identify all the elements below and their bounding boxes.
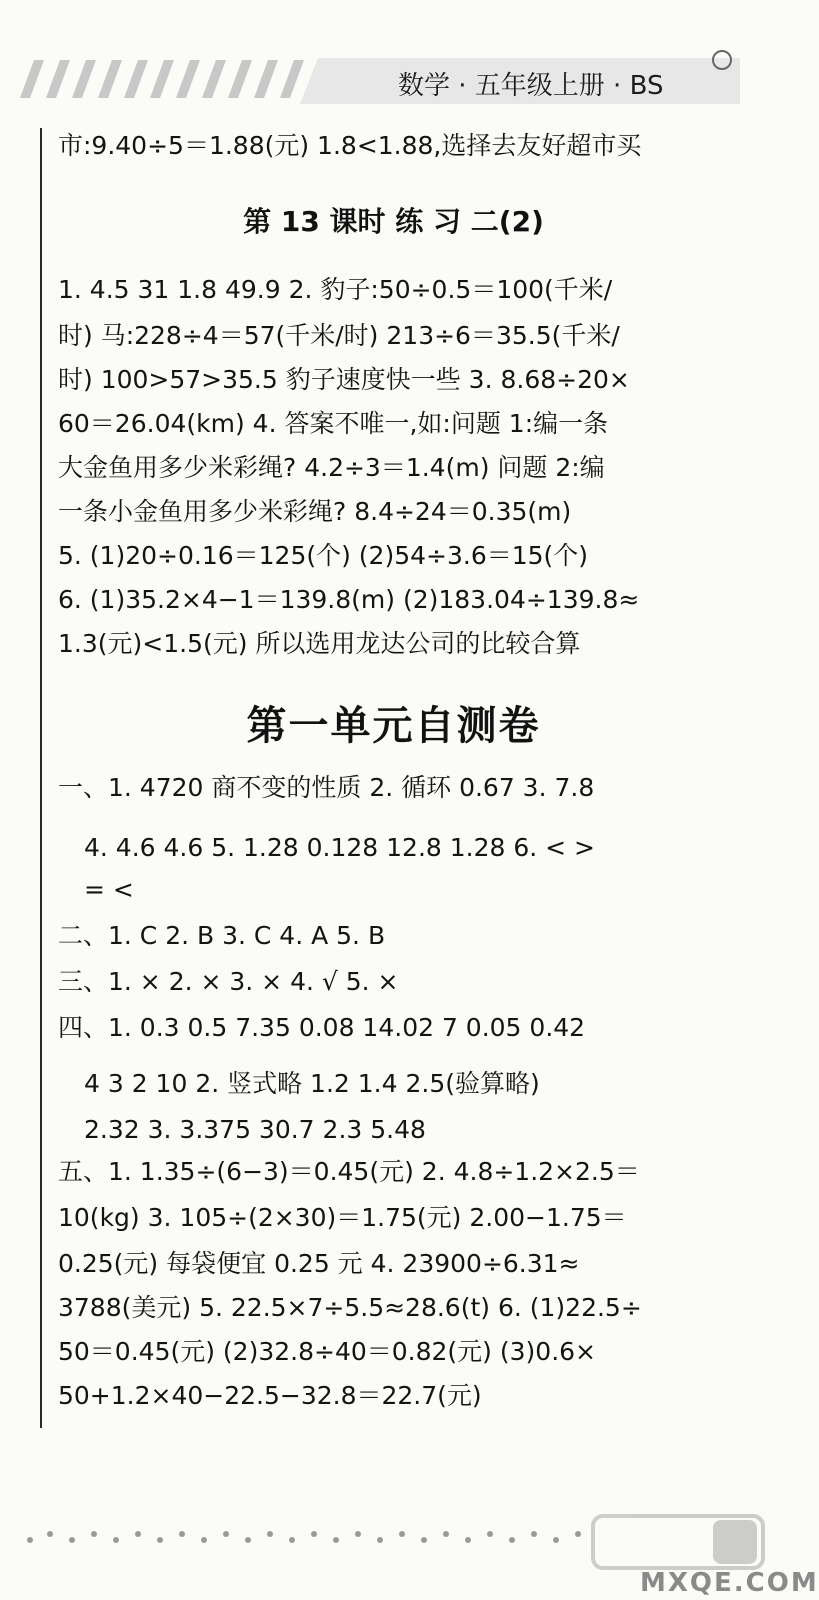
text-line: 四、1. 0.3 0.5 7.35 0.08 14.02 7 0.05 0.42 <box>58 1013 586 1042</box>
text-line: 三、1. × 2. × 3. × 4. √ 5. × <box>58 967 399 996</box>
text-line: 3788(美元) 5. 22.5×7÷5.5≈28.6(t) 6. (1)22.5÷ <box>58 1293 642 1322</box>
text-line: 时) 100>57>35.5 豹子速度快一些 3. 8.68÷20× <box>58 365 630 394</box>
text-line: 6. (1)35.2×4−1＝139.8(m) (2)183.04÷139.8≈ <box>58 585 640 614</box>
text-line: 一条小金鱼用多少米彩绳? 8.4÷24＝0.35(m) <box>58 497 572 526</box>
lesson-title: 第 13 课时 练 习 二(2) <box>243 205 544 238</box>
text-line: 1. 4.5 31 1.8 49.9 2. 豹子:50÷0.5＝100(千米/ <box>58 275 613 304</box>
text-line: 市:9.40÷5＝1.88(元) 1.8<1.88,选择去友好超市买 <box>58 131 642 160</box>
text-line: = < <box>84 875 134 904</box>
text-line: 60＝26.04(km) 4. 答案不唯一,如:问题 1:编一条 <box>58 409 609 438</box>
corner-circle-icon <box>712 50 732 70</box>
text-line: 二、1. C 2. B 3. C 4. A 5. B <box>58 921 386 950</box>
text-line: 10(kg) 3. 105÷(2×30)＝1.75(元) 2.00−1.75＝ <box>58 1203 627 1232</box>
header-title: 数学 · 五年级上册 · BS <box>398 71 664 101</box>
text-line: 5. (1)20÷0.16＝125(个) (2)54÷3.6＝15(个) <box>58 541 589 570</box>
text-line: 4 3 2 10 2. 竖式略 1.2 1.4 2.5(验算略) <box>84 1069 540 1098</box>
text-line: 时) 马:228÷4＝57(千米/时) 213÷6＝35.5(千米/ <box>58 321 620 350</box>
text-line: 50＝0.45(元) (2)32.8÷40＝0.82(元) (3)0.6× <box>58 1337 597 1366</box>
text-line: 0.25(元) 每袋便宜 0.25 元 4. 23900÷6.31≈ <box>58 1249 580 1278</box>
text-line: 50+1.2×40−22.5−32.8＝22.7(元) <box>58 1381 482 1410</box>
margin-rule <box>40 128 42 1428</box>
text-line: 五、1. 1.35÷(6−3)＝0.45(元) 2. 4.8÷1.2×2.5＝ <box>58 1157 640 1186</box>
text-line: 1.3(元)<1.5(元) 所以选用龙达公司的比较合算 <box>58 629 581 658</box>
unit-title: 第一单元自测卷 <box>246 703 541 749</box>
text-line: 2.32 3. 3.375 30.7 2.3 5.48 <box>84 1115 426 1144</box>
text-line: 4. 4.6 4.6 5. 1.28 0.128 12.8 1.28 6. < > <box>84 833 595 862</box>
text-line: 一、1. 4720 商不变的性质 2. 循环 0.67 3. 7.8 <box>58 773 595 802</box>
watermark-text: MXQE.COM <box>640 1568 819 1598</box>
text-line: 大金鱼用多少米彩绳? 4.2÷3＝1.4(m) 问题 2:编 <box>58 453 605 482</box>
